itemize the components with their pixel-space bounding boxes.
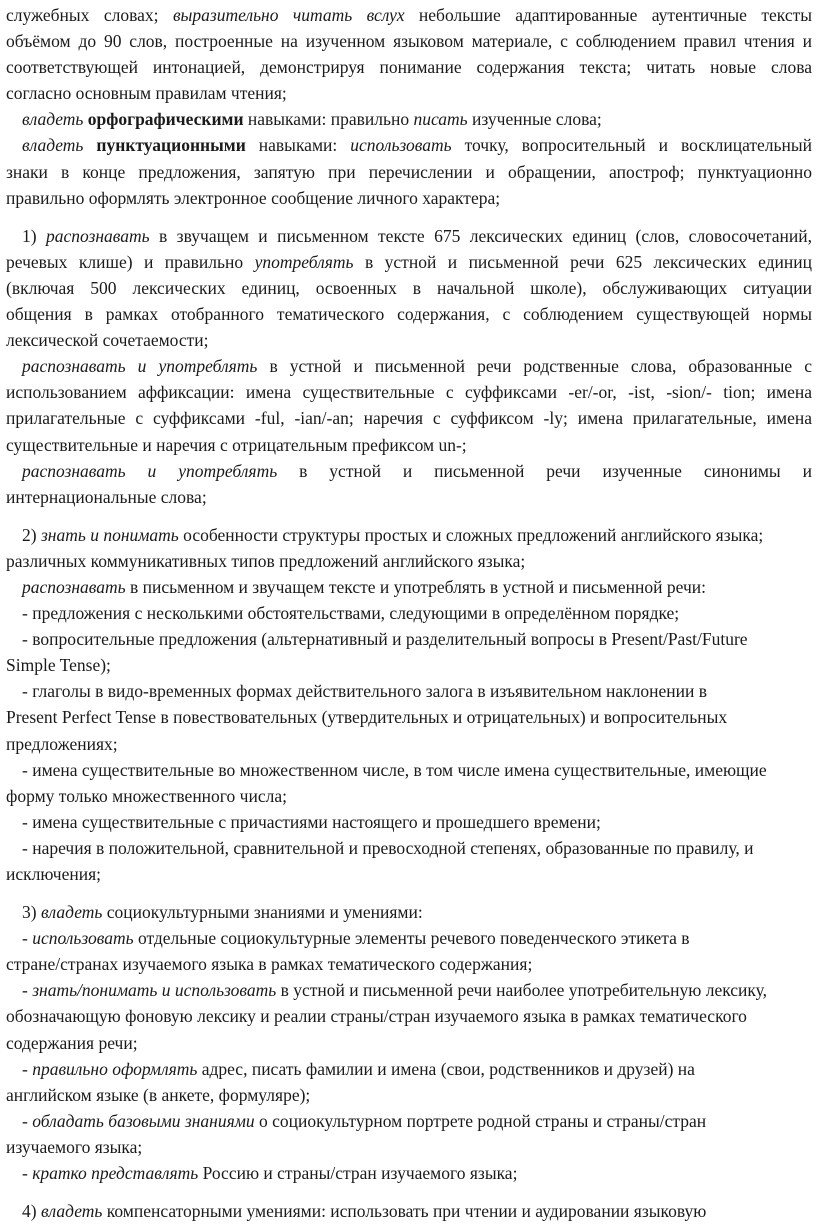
list-item: - вопросительные предложения (альтернативный и разделительный вопросы в Present/Past/Future: [22, 629, 748, 650]
text-line: речевых клише) и правильно употреблять в устной и письменной речи 625 лексических единиц: [6, 251, 812, 272]
text-line: 4) владеть компенсаторными умениями: использовать при чтении и аудировании языковую: [22, 1201, 707, 1222]
grammar-list: [6, 574, 812, 887]
orthography-paragraph: [6, 106, 812, 132]
text-line: интернациональные слова;: [6, 486, 207, 507]
text-line: Present Perfect Tense в повествовательных (утвердительных и отрицательных) и вопросительных: [6, 707, 728, 728]
list-item: - кратко представлять Россию и страны/стран изучаемого языка;: [22, 1163, 518, 1184]
text-line: английском языке (в анкете, формуляре);: [6, 1084, 311, 1105]
text-line: обозначающую фоновую лексику и реалии страны/стран изучаемого языка в рамках тематического: [6, 1006, 747, 1027]
text-line: существительные и наречия с отрицательным префиксом un-;: [6, 434, 467, 455]
text-line: изучаемого языка;: [6, 1136, 143, 1157]
text-line: различных коммуникативных типов предложений английского языка;: [6, 550, 526, 571]
text-line: 2) знать и понимать особенности структуры простых и сложных предложений английского языка;: [22, 524, 764, 545]
text-line: содержания речи;: [6, 1032, 138, 1053]
text-line: распознавать и употреблять в устной и письменной речи изученные синонимы и: [22, 460, 812, 481]
text-line: 3) владеть социокультурными знаниями и умениями:: [22, 902, 423, 923]
text-line: общения в рамках отобранного тематического содержания, с соблюдением существующей нормы: [6, 304, 812, 325]
text-line: (включая 500 лексических единиц, освоенных в начальной школе), обслуживающих ситуации: [6, 277, 812, 298]
text-line: исключения;: [6, 864, 101, 884]
section-number: 3): [22, 902, 41, 923]
section-number: 2): [22, 524, 41, 545]
text-line: стране/странах изучаемого языка в рамках тематического содержания;: [6, 954, 533, 975]
text-line: владеть орфографическими навыками: правильно писать изученные слова;: [22, 109, 602, 130]
text-line: Simple Tense);: [6, 655, 111, 676]
list-item: - глаголы в видо-временных формах действительного залога в изъявительном наклонении в: [22, 681, 708, 702]
list-item: - знать/понимать и использовать в устной и письменной речи наиболее употребительную лексику,: [22, 980, 768, 1001]
list-item: - использовать отдельные социокультурные элементы речевого поведенческого этикета в: [22, 928, 690, 949]
list-item: - имена существительные во множественном числе, в том числе имена существительные, имеющие: [22, 759, 767, 780]
reading-paragraph: [6, 2, 812, 106]
text-line: форму только множественного числа;: [6, 785, 287, 806]
text-line: распознавать и употреблять в устной и письменной речи родственные слова, образованные с: [22, 356, 812, 377]
punctuation-paragraph: [6, 132, 812, 210]
text-line: использованием аффиксации: имена существительные с суффиксами -er/-or, -ist, -sion/- tion; имена: [6, 382, 812, 403]
list-item: - обладать базовыми знаниями о социокультурном портрете родной страны и страны/стран: [22, 1110, 707, 1131]
section-number: 1): [22, 225, 46, 246]
section-3-sociocultural: [6, 899, 812, 1186]
text-line: объёмом до 90 слов, построенные на изученном языковом материале, с соблюдением правил чтения и: [6, 31, 812, 52]
text-line: знаки в конце предложения, запятую при перечислении и обращении, апостроф; пунктуационно: [6, 161, 812, 182]
affixation-paragraph: [6, 353, 812, 457]
section-number: 4): [22, 1201, 41, 1222]
text-line: согласно основным правилам чтения;: [6, 83, 287, 104]
section-1-lexical: [6, 223, 812, 353]
list-item: - имена существительные с причастиями настоящего и прошедшего времени;: [22, 811, 601, 832]
list-item: - наречия в положительной, сравнительной и превосходной степенях, образованные по правилу, и: [22, 837, 754, 858]
text-line: владеть пунктуационными навыками: использовать точку, вопросительный и восклицательный: [22, 135, 812, 156]
section-4-compensatory: [6, 1198, 812, 1224]
text-line: служебных словах; выразительно читать вслух небольшие адаптированные аутентичные тексты: [6, 5, 812, 25]
text-line: соответствующей интонацией, демонстрируя понимание содержания текста; читать новые слова: [6, 57, 812, 78]
text-line: 1) распознавать в звучащем и письменном тексте 675 лексических единиц (слов, словосочетаний,: [22, 225, 812, 246]
section-2-grammar: [6, 522, 812, 574]
text-line: правильно оформлять электронное сообщение личного характера;: [6, 187, 501, 208]
list-item: - предложения с несколькими обстоятельствами, следующими в определённом порядке;: [22, 603, 680, 624]
synonyms-paragraph: [6, 458, 812, 510]
list-item: - правильно оформлять адрес, писать фамилии и имена (свои, родственников и друзей) на: [22, 1058, 695, 1079]
text-line: лексической сочетаемости;: [6, 330, 209, 351]
text-line: предложениях;: [6, 733, 118, 754]
text-line: распознавать в письменном и звучащем тексте и употреблять в устной и письменной речи:: [22, 576, 706, 597]
text-line: прилагательные с суффиксами -ful, -ian/-an; наречия с суффиксом -ly; имена прилагательные, имена: [6, 408, 812, 429]
